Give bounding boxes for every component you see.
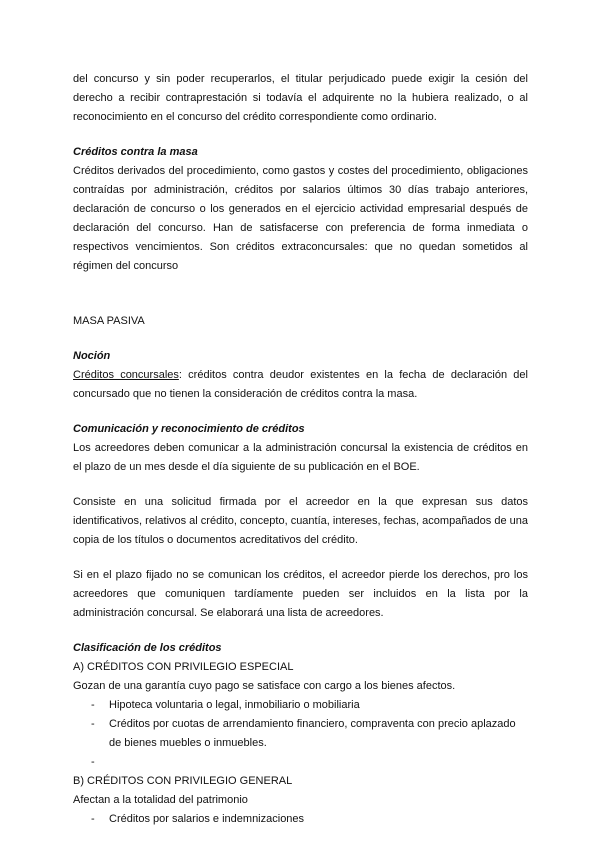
- comunicacion-paragraph-2: Consiste en una solicitud firmada por el acreedor en la que expresan sus datos identificativos, relativos al crédito, concepto, cuantía, intereses, fechas, acompañados de una copia de los títulos o documentos acreditativos del crédito.: [73, 496, 528, 546]
- nocion-heading: Noción: [73, 350, 111, 362]
- list-item-text: Créditos por salarios e indemnizaciones: [109, 813, 305, 825]
- masa-paragraph: Créditos derivados del procedimiento, como gastos y costes del procedimiento, obligaciones contraídas por administración, créditos por salarios últimos 30 días trabajo anteriores, declaración de concurso o los generados en el ejercicio actividad empresarial después de declaración del concurso. Han de satisfacerse con preferencia de forma inmediata o respectivos vencimientos. Son créditos extraconcursales: que no quedan sometidos al régimen del concurso: [73, 165, 528, 272]
- dash-bullet: -: [91, 756, 95, 768]
- list-item: [73, 696, 528, 715]
- list-item: [73, 810, 528, 829]
- dash-bullet: -: [91, 718, 95, 730]
- privilegio-especial-list: [73, 696, 528, 772]
- nocion-text: : créditos contra deudor existentes en la fecha de declaración del concursado que no tienen la consideración de créditos contra la masa.: [73, 369, 528, 400]
- comunicacion-heading: Comunicación y reconocimiento de créditos: [73, 423, 305, 435]
- document-page: [73, 70, 528, 829]
- privilegio-general-title: B) CRÉDITOS CON PRIVILEGIO GENERAL: [73, 775, 293, 787]
- list-item-text: Hipoteca voluntaria o legal, inmobiliario o mobiliaria: [109, 699, 360, 711]
- list-item: [73, 753, 528, 772]
- privilegio-general-list: [73, 810, 528, 829]
- masa-heading: Créditos contra la masa: [73, 146, 198, 158]
- section-title: MASA PASIVA: [73, 315, 145, 327]
- list-item-text: Créditos por cuotas de arrendamiento financiero, compraventa con precio aplazado de bienes muebles o inmuebles.: [109, 718, 516, 749]
- dash-bullet: -: [91, 813, 95, 825]
- privilegio-especial-title: A) CRÉDITOS CON PRIVILEGIO ESPECIAL: [73, 661, 294, 673]
- comunicacion-paragraph-3: Si en el plazo fijado no se comunican los créditos, el acreedor pierde los derechos, pro los acreedores que comuniquen tardíamente pueden ser incluidos en la lista por la administración concursal. Se elaborará una lista de acreedores.: [73, 569, 528, 619]
- comunicacion-paragraph-1: Los acreedores deben comunicar a la administración concursal la existencia de créditos en el plazo de un mes desde el día siguiente de su publicación en el BOE.: [73, 442, 528, 473]
- privilegio-especial-text: Gozan de una garantía cuyo pago se satisface con cargo a los bienes afectos.: [73, 680, 456, 692]
- intro-paragraph: del concurso y sin poder recuperarlos, el titular perjudicado puede exigir la cesión del derecho a recibir contraprestación si todavía el adquirente no la hubiera realizado, o al reconocimiento en el concurso del crédito correspondiente como ordinario.: [73, 73, 528, 123]
- privilegio-general-text: Afectan a la totalidad del patrimonio: [73, 794, 248, 806]
- dash-bullet: -: [91, 699, 95, 711]
- clasificacion-heading: Clasificación de los créditos: [73, 642, 222, 654]
- nocion-paragraph: [73, 366, 528, 404]
- nocion-term: Créditos concursales: [73, 369, 179, 381]
- list-item: [73, 715, 528, 753]
